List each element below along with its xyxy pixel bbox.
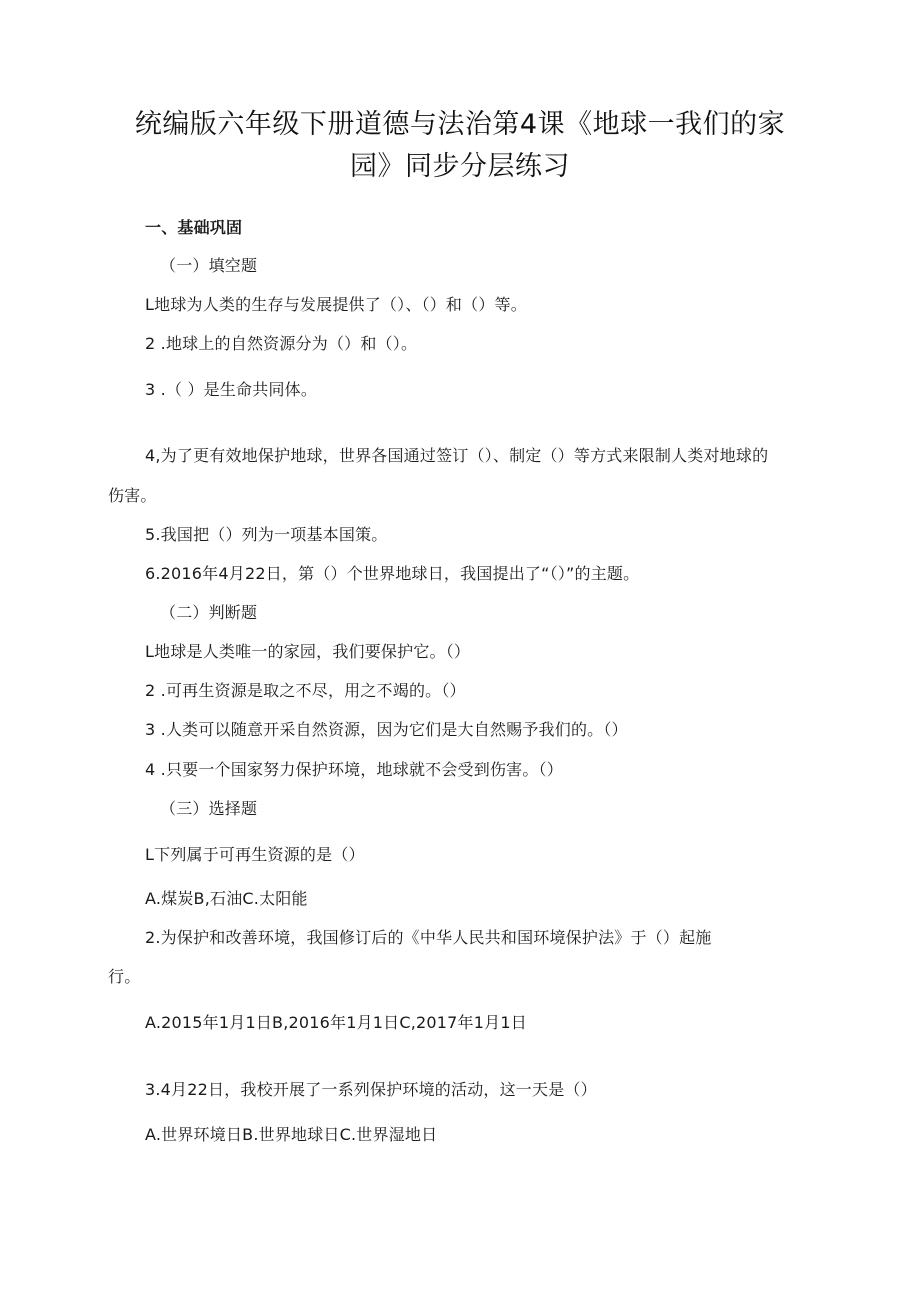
fill-question-4-line-1: 4,为了更有效地保护地球，世界各国通过签订（）、制定（）等方式来限制人类对地球的 bbox=[145, 446, 769, 465]
choice-question-2-options: A.2015年1月1日B,2016年1月1日C,2017年1月1日 bbox=[145, 1013, 527, 1032]
fill-question-2: 2 .地球上的自然资源分为（）和（）。 bbox=[145, 334, 418, 353]
choice-question-2-line-1: 2.为保护和改善环境，我国修订后的《中华人民共和国环境保护法》于（）起施 bbox=[145, 928, 712, 947]
fill-question-1: L地球为人类的生存与发展提供了（）、（）和（）等。 bbox=[145, 295, 527, 314]
fill-question-3: 3 .（ ）是生命共同体。 bbox=[145, 380, 318, 399]
choice-question-3: 3.4月22日，我校开展了一系列保护环境的活动，这一天是（） bbox=[145, 1080, 597, 1099]
fill-question-5: 5.我国把（）列为一项基本国策。 bbox=[145, 525, 388, 544]
page-title-line-2: 园》同步分层练习 bbox=[350, 151, 570, 182]
judge-question-3: 3 .人类可以随意开采自然资源，因为它们是大自然赐予我们的。（） bbox=[145, 720, 628, 739]
choice-question-2-line-2: 行。 bbox=[108, 967, 141, 986]
subsection-heading-choice: （三）选择题 bbox=[160, 799, 258, 818]
choice-question-3-options: A.世界环境日B.世界地球日C.世界湿地日 bbox=[145, 1125, 438, 1144]
judge-question-1: L地球是人类唯一的家园，我们要保护它。（） bbox=[145, 642, 471, 661]
section-heading-basic: 一、基础巩固 bbox=[145, 218, 243, 237]
fill-question-6: 6.2016年4月22日，第（）个世界地球日，我国提出了“（）”的主题。 bbox=[145, 564, 640, 583]
subsection-heading-fill: （一）填空题 bbox=[160, 256, 258, 275]
subsection-heading-judge: （二）判断题 bbox=[160, 603, 258, 622]
choice-question-1-options: A.煤炭B,石油C.太阳能 bbox=[145, 889, 308, 908]
choice-question-1: L下列属于可再生资源的是（） bbox=[145, 845, 365, 864]
judge-question-2: 2 .可再生资源是取之不尽，用之不竭的。（） bbox=[145, 681, 466, 700]
judge-question-4: 4 .只要一个国家努力保护环境，地球就不会受到伤害。（） bbox=[145, 760, 563, 779]
fill-question-4-line-2: 伤害。 bbox=[108, 486, 157, 505]
page-title-line-1: 统编版六年级下册道德与法治第4课《地球一我们的家 bbox=[134, 109, 786, 140]
